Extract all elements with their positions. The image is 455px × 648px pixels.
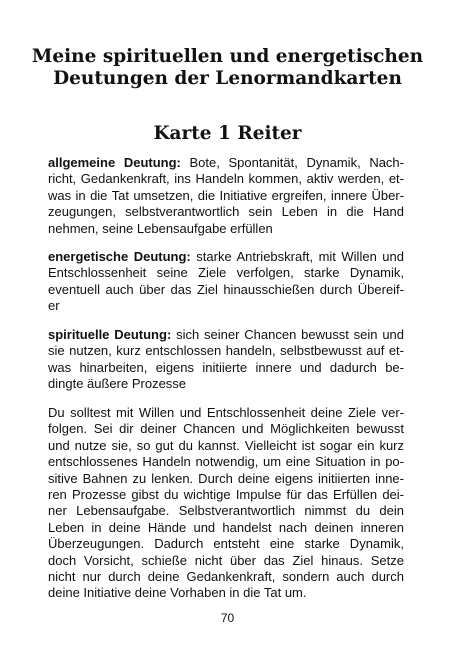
spiritual-meaning-label: spirituelle Deutung: [48, 327, 172, 342]
paragraph-line: deine Initiative deine Vorhaben in die Tat um. [48, 585, 307, 601]
paragraph-line: nehmen, seine Lebensaufgabe erfüllen [48, 220, 273, 236]
paragraph-line: ner Lebensaufgabe. Selbstverantwortlich nimmst du dein [48, 503, 404, 519]
energetic-meaning-label: energetische Deutung: [48, 249, 191, 264]
page-number: 70 [220, 611, 235, 625]
paragraph-line: spirituelle Deutung: sich seiner Chancen bewusst sein und [48, 327, 405, 342]
paragraph-line: Du solltest mit Willen und Entschlossenheit deine Ziele ver- [48, 405, 404, 420]
paragraph-line: sie nutzen, kurz entschlossen handeln, selbstbewusst auf et- [48, 343, 404, 359]
title-line-1: Meine spirituellen und energetischen [31, 46, 424, 67]
paragraph-line: ren Prozesse gibst du wichtige Impulse für das Erfüllen dei- [48, 486, 404, 502]
paragraph-line: Entschlossenheit seine Ziele verfolgen, starke Dynamik, [48, 265, 404, 281]
paragraph-line: energetische Deutung: starke Antriebskraft, mit Willen und [48, 249, 404, 264]
spiritual-meaning-paragraph [48, 327, 404, 393]
paragraph-line: folgen. Sei dir deiner Chancen und Möglichkeiten bewusst [48, 421, 404, 437]
general-meaning-paragraph [48, 155, 404, 237]
general-meaning-label: allgemeine Deutung: [48, 155, 181, 170]
paragraph-line: dingte äußere Prozesse [48, 376, 187, 392]
page-title [30, 46, 425, 90]
paragraph-line: nicht nur durch deine Gedankenkraft, sondern auch durch [48, 568, 404, 584]
paragraph-line: Leben in deine Hände und handelst nach deinen inneren [48, 519, 404, 535]
paragraph-line: was hinarbeiten, eigens initiierte innere und dadurch be- [48, 359, 404, 375]
paragraph-line: entschlossenes Handeln notwendig, um eine Situation in po- [48, 454, 404, 470]
paragraph-line: allgemeine Deutung: Bote, Spontanität, Dynamik, Nach- [48, 155, 404, 170]
card-title: Karte 1 Reiter [153, 123, 302, 144]
title-line-2: Deutungen der Lenormandkarten [53, 68, 402, 89]
paragraph-line: er [48, 298, 60, 314]
paragraph-line: was in die Tat umsetzen, die Initiative ergreifen, innere Über- [48, 187, 404, 203]
paragraph-line: richt, Gedankenkraft, ins Handeln kommen, aktiv werden, et- [48, 171, 404, 187]
paragraph-line: sitive Bahnen zu lenken. Durch deine eigens initiierten inne- [48, 470, 404, 486]
interpretation-body-paragraph [48, 405, 404, 602]
energetic-meaning-paragraph [48, 249, 404, 315]
paragraph-line: zeugungen, selbstverantwortlich sein Leben in die Hand [48, 204, 404, 220]
paragraph-line: Überzeugungen. Dadurch entsteht eine starke Dynamik, [48, 536, 404, 552]
paragraph-line: und nutze sie, so gut du kannst. Vielleicht ist sogar ein kurz [48, 437, 404, 453]
paragraph-line: doch Vorsicht, schieße nicht über das Ziel hinaus. Setze [48, 552, 404, 568]
paragraph-line: eventuell auch über das Ziel hinausschießen durch Übereif- [48, 281, 404, 297]
